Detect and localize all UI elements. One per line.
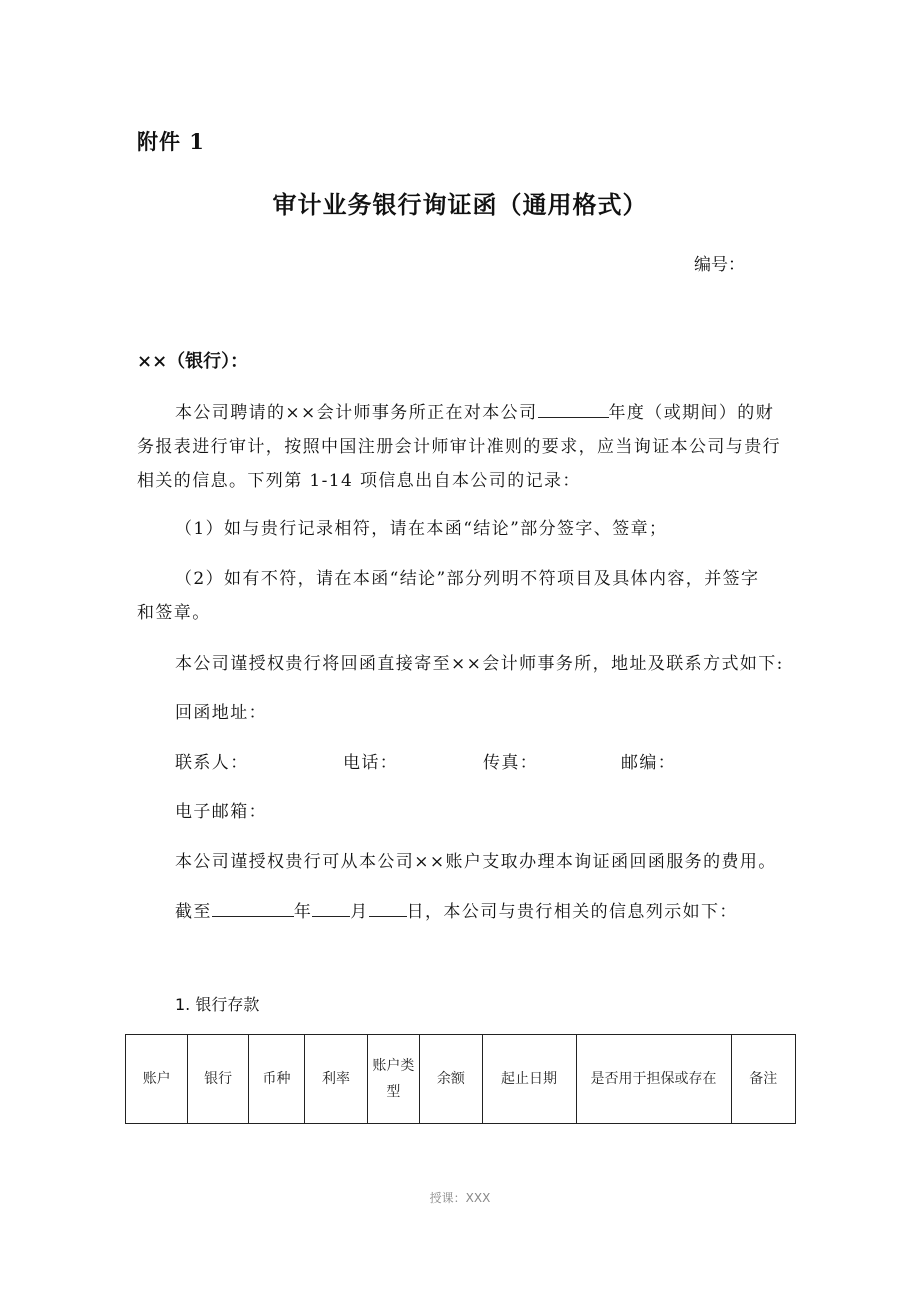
contact-label: 联系人： bbox=[175, 753, 249, 773]
header-interest-rate: 利率 bbox=[305, 1035, 367, 1124]
phone-label: 电话： bbox=[343, 753, 399, 773]
authorize-fee-text: 本公司谨授权贵行可从本公司××账户支取办理本询证函回函服务的费用。 bbox=[175, 852, 777, 872]
as-of-date-line bbox=[175, 897, 738, 922]
header-balance: 余额 bbox=[420, 1035, 482, 1124]
header-guarantee-flag: 是否用于担保或存在 bbox=[576, 1035, 731, 1124]
bank-deposit-table bbox=[125, 1034, 796, 1124]
month-blank bbox=[312, 898, 350, 917]
header-bank: 银行 bbox=[188, 1035, 248, 1124]
header-remarks: 备注 bbox=[731, 1035, 795, 1124]
audit-year-blank bbox=[538, 399, 609, 418]
intro-line-1 bbox=[175, 398, 774, 423]
header-currency: 币种 bbox=[248, 1035, 304, 1124]
table-header-row bbox=[126, 1035, 796, 1124]
section-bank-deposit-label: 1. 银行存款 bbox=[175, 995, 260, 1014]
addressee: ××（银行）： bbox=[137, 351, 249, 372]
instruction-item-2-line-2: 和签章。 bbox=[137, 603, 211, 623]
intro-line-1-b: 年度（或期间）的财 bbox=[608, 403, 775, 423]
instruction-item-1: （1）如与贵行记录相符，请在本函“结论”部分签字、签章； bbox=[175, 519, 668, 539]
attachment-label: 附件 1 bbox=[137, 129, 205, 154]
year-label: 年 bbox=[293, 902, 313, 922]
document-title: 审计业务银行询证函（通用格式） bbox=[272, 190, 648, 219]
month-label: 月 bbox=[350, 902, 369, 922]
email-label: 电子邮箱： bbox=[175, 802, 267, 822]
return-address-label: 回函地址： bbox=[175, 703, 267, 723]
serial-number-label: 编号： bbox=[694, 255, 745, 275]
instruction-item-2-line-1: （2）如有不符，请在本函“结论”部分列明不符项目及具体内容，并签字 bbox=[175, 569, 760, 589]
postcode-label: 邮编： bbox=[621, 753, 677, 773]
intro-line-1-a: 本公司聘请的××会计师事务所正在对本公司 bbox=[175, 403, 538, 423]
year-blank bbox=[212, 898, 294, 917]
intro-line-3: 相关的信息。下列第 1-14 项信息出自本公司的记录： bbox=[137, 471, 581, 491]
as-of-prefix: 截至 bbox=[175, 902, 212, 922]
day-suffix: 日，本公司与贵行相关的信息列示如下： bbox=[406, 902, 738, 922]
authorize-mail-text: 本公司谨授权贵行将回函直接寄至××会计师事务所，地址及联系方式如下: bbox=[175, 654, 784, 674]
fax-label: 传真： bbox=[483, 753, 539, 773]
header-account: 账户 bbox=[126, 1035, 188, 1124]
header-date-range: 起止日期 bbox=[482, 1035, 576, 1124]
page-footer: 授课：XXX bbox=[429, 1191, 491, 1205]
intro-line-2: 务报表进行审计，按照中国注册会计师审计准则的要求，应当询证本公司与贵行 bbox=[137, 437, 781, 457]
header-account-type: 账户类型 bbox=[367, 1035, 420, 1124]
day-blank bbox=[369, 898, 407, 917]
